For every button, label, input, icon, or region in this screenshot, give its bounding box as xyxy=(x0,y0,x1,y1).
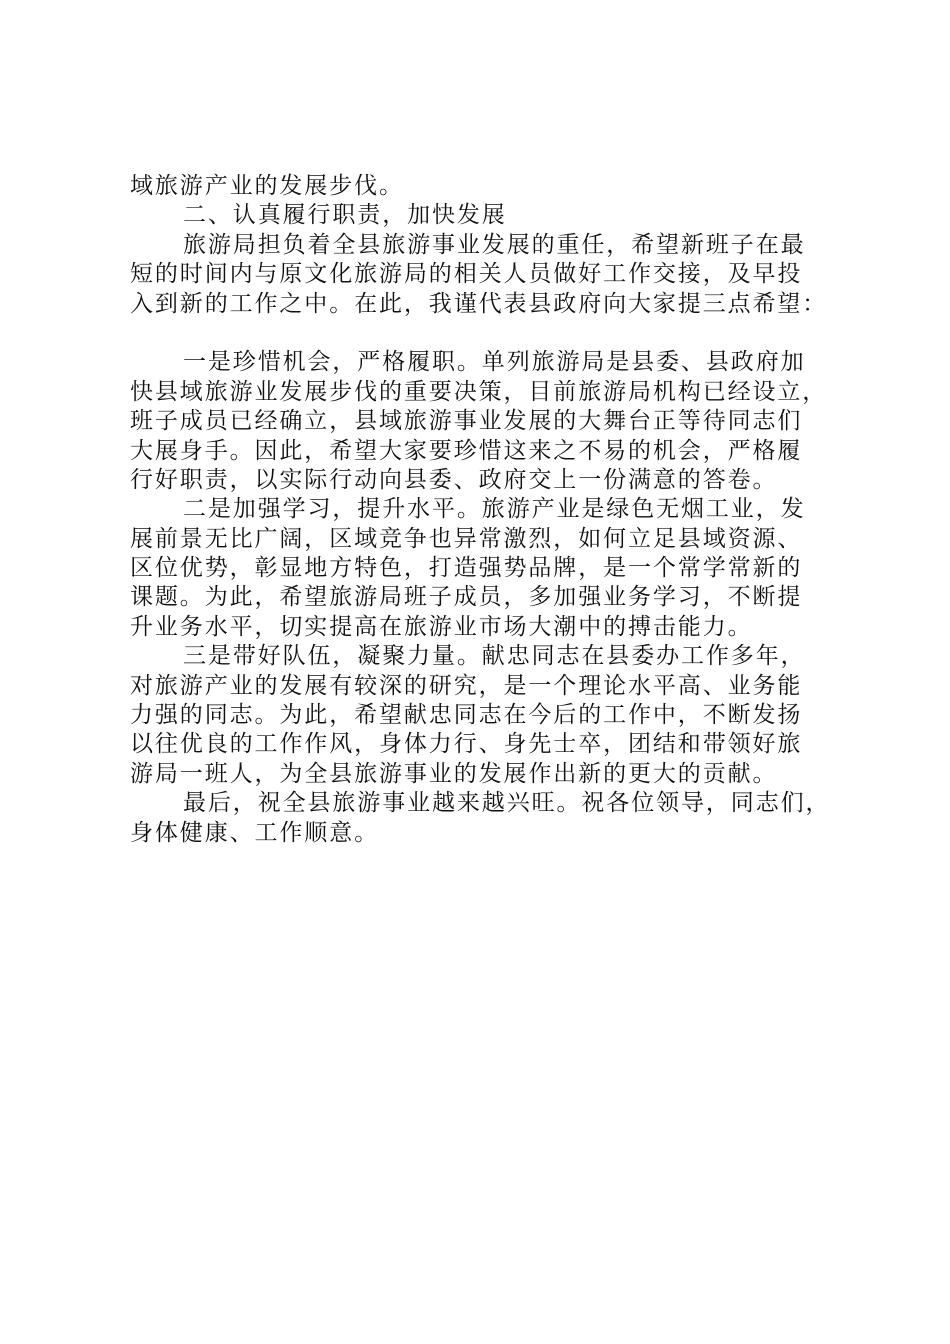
text-line: 二是加强学习，提升水平。旅游产业是绿色无烟工业，发 xyxy=(183,496,806,523)
text-line: 大展身手。因此，希望大家要珍惜这来之不易的机会，严格履 xyxy=(130,437,803,464)
text-line: 入到新的工作之中。在此，我谨代表县政府向大家提三点希望： xyxy=(130,290,828,317)
text-line: 升业务水平，切实提高在旅游业市场大潮中的搏击能力。 xyxy=(130,613,753,640)
text-line: 以往优良的工作作风，身体力行、身先士卒，团结和带领好旅 xyxy=(130,731,803,758)
text-line: 行好职责，以实际行动向县委、政府交上一份满意的答卷。 xyxy=(130,466,778,493)
text-line: 旅游局担负着全县旅游事业发展的重任，希望新班子在最 xyxy=(183,231,806,258)
paragraph-spacer xyxy=(130,319,830,348)
text-line: 游局一班人，为全县旅游事业的发展作出新的更大的贡献。 xyxy=(130,760,778,787)
text-line: 课题。为此，希望旅游局班子成员，多加强业务学习，不断提 xyxy=(130,584,803,611)
text-line: 身体健康、工作顺意。 xyxy=(130,819,379,846)
text-line: 三是带好队伍，凝聚力量。献忠同志在县委办工作多年， xyxy=(183,643,806,670)
text-line: 展前景无比广阔，区域竞争也异常激烈，如何立足县域资源、 xyxy=(130,525,803,552)
text-line: 短的时间内与原文化旅游局的相关人员做好工作交接，及早投 xyxy=(130,261,803,288)
document-body xyxy=(130,172,830,848)
text-line: 最后，祝全县旅游事业越来越兴旺。祝各位领导，同志们， xyxy=(183,790,831,817)
text-line: 对旅游产业的发展有较深的研究，是一个理论水平高、业务能 xyxy=(130,672,803,699)
text-line: 力强的同志。为此，希望献忠同志在今后的工作中，不断发扬 xyxy=(130,702,803,729)
section-heading: 二、认真履行职责，加快发展 xyxy=(183,202,507,229)
text-line: 快县域旅游业发展步伐的重要决策，目前旅游局机构已经设立， xyxy=(130,378,828,405)
text-line: 区位优势，彰显地方特色，打造强势品牌，是一个常学常新的 xyxy=(130,555,803,582)
text-line: 域旅游产业的发展步伐。 xyxy=(130,173,404,199)
text-line: 一是珍惜机会，严格履职。单列旅游局是县委、县政府加 xyxy=(183,349,806,376)
text-line: 班子成员已经确立，县域旅游事业发展的大舞台正等待同志们 xyxy=(130,408,803,435)
